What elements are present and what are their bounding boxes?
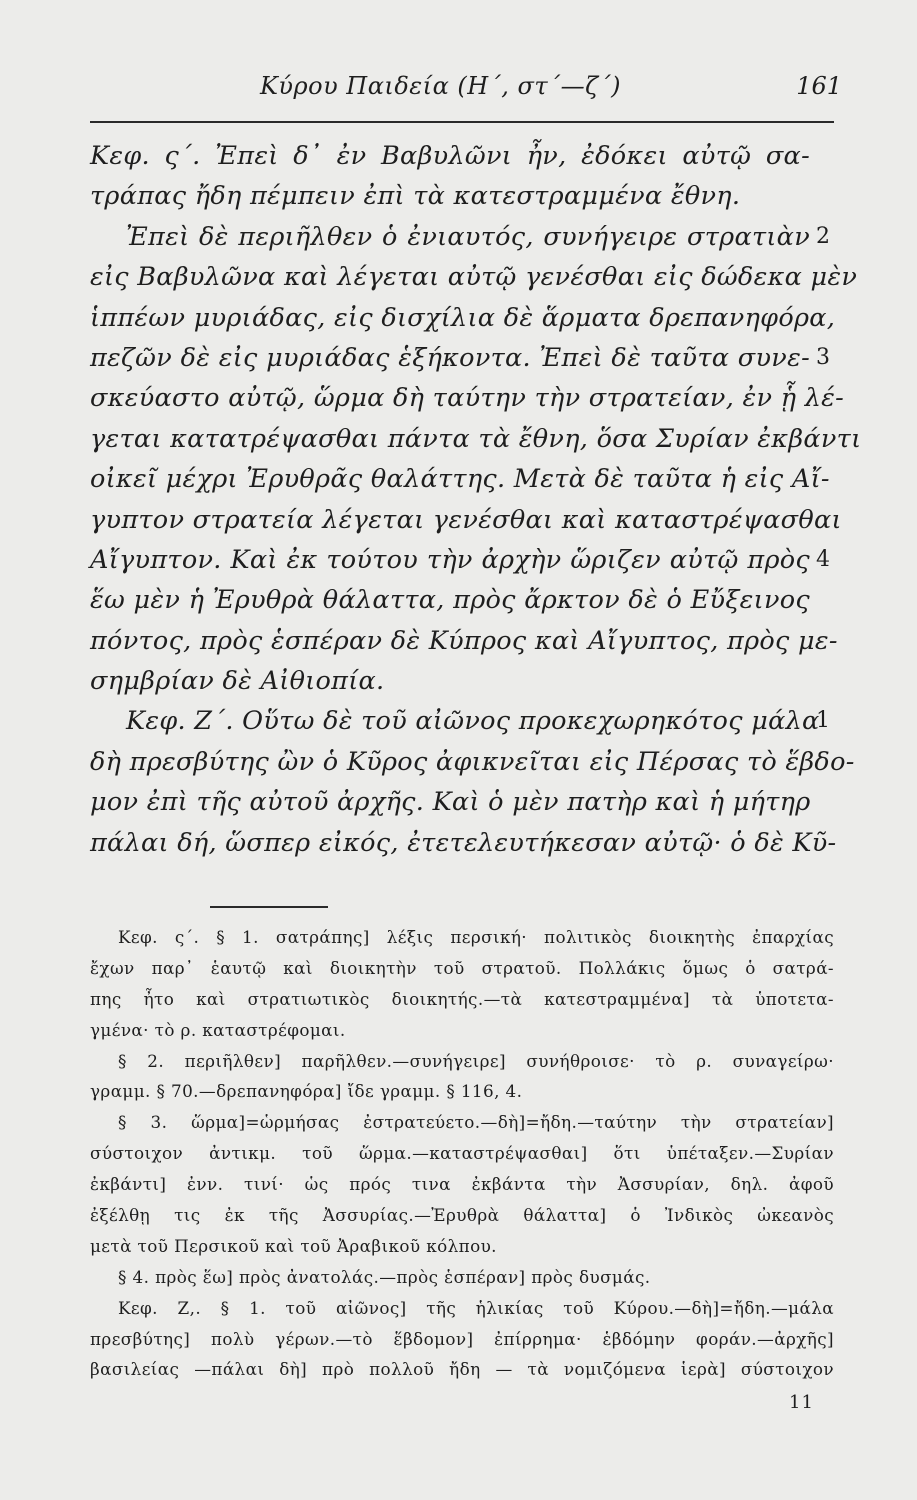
- text-line: Αἴγυπτον. Καὶ ἐκ τούτου τὴν ἀρχὴν ὥριζεν αὐτῷ πρὸς 4: [90, 540, 834, 580]
- text-line: μον ἐπὶ τῆς αὐτοῦ ἀρχῆς. Καὶ ὁ μὲν πατὴρ καὶ ἡ μήτηρ: [90, 787, 811, 818]
- section-number: 4: [816, 546, 831, 572]
- section-number: 2: [816, 223, 831, 249]
- text-line: Ἐπεὶ δὲ περιῆλθεν ὁ ἐνιαυτός, συνήγειρε στρατιὰν 2: [90, 217, 834, 257]
- running-header: [90, 68, 850, 108]
- footnote-line: γραμμ. § 70.—δρεπανηφόρα] ἴδε γραμμ. § 116, 4.: [90, 1081, 523, 1102]
- text-line: ἱππέων μυριάδας, εἰς δισχίλια δὲ ἅρματα δρεπανηφόρα,: [90, 302, 836, 333]
- footnote-line: σύστοιχον ἀντικμ. τοῦ ὥρμα.—καταστρέψασθαι] ὅτι ὑπέταξεν.—Συρίαν: [90, 1143, 834, 1164]
- footnote-line: μετὰ τοῦ Περσικοῦ καὶ τοῦ Ἀραβικοῦ κόλπου.: [90, 1235, 497, 1256]
- footnote-line: ἔχων παρ᾽ ἑαυτῷ καὶ διοικητὴν τοῦ στρατοῦ. Πολλάκις ὅμως ὁ σατρά-: [90, 957, 834, 978]
- text-line: δὴ πρεσβύτης ὢν ὁ Κῦρος ἀφικνεῖται εἰς Πέρσας τὸ ἕβδο-: [90, 746, 855, 777]
- footnote-line: πης ἦτο καὶ στρατιωτικὸς διοικητής.—τὰ κατεστραμμένα] τὰ ὑποτετα-: [90, 988, 834, 1009]
- section-number: 1: [816, 708, 831, 734]
- section-number: 3: [816, 344, 831, 370]
- text-line: εἰς Βαβυλῶνα καὶ λέγεται αὐτῷ γενέσθαι εἰς δώδεκα μὲν: [90, 262, 858, 293]
- text-line: Κεφ. ς΄. Ἐπεὶ δ᾽ ἐν Βαβυλῶνι ἦν, ἐδόκει αὐτῷ σα-: [90, 141, 810, 171]
- footnote-line: § 2. περιῆλθεν] παρῆλθεν.—συνήγειρε] συνήθροισε· τὸ ρ. συναγείρω·: [118, 1050, 834, 1071]
- text-line: γεται κατατρέψασθαι πάντα τὰ ἔθνη, ὅσα Συρίαν ἐκβάντι: [90, 423, 862, 454]
- header-rule: [90, 121, 834, 123]
- footnote-rule: [210, 906, 328, 908]
- main-text: [90, 136, 862, 863]
- footnote-line: Κεφ. Ζ,. § 1. τοῦ αἰῶνος] τῆς ἡλικίας τοῦ Κύρου.—δὴ]=ἤδη.—μάλα: [118, 1297, 834, 1318]
- footnote-line: ἐκβάντι] ἐνν. τινί· ὡς πρός τινα ἐκβάντα τὴν Ἀσσυρίαν, δηλ. ἀφοῦ: [90, 1174, 834, 1195]
- text-line: σημβρίαν δὲ Αἰθιοπία.: [90, 666, 385, 697]
- footnotes: [90, 922, 834, 1385]
- footnote-line: § 3. ὥρμα]=ὡρμήσας ἐστρατεύετο.—δὴ]=ἤδη.—ταύτην τὴν στρατείαν]: [118, 1112, 834, 1133]
- header-title: Κύρου Παιδεία (Η΄, στ΄—ζ΄): [260, 72, 621, 100]
- text-line: σκεύαστο αὐτῷ, ὥρμα δὴ ταύτην τὴν στρατείαν, ἐν ᾗ λέ-: [90, 383, 845, 414]
- text-line: πεζῶν δὲ εἰς μυριάδας ἑξήκοντα. Ἐπεὶ δὲ ταῦτα συνε- 3: [90, 338, 834, 378]
- page-number: 161: [796, 72, 842, 100]
- text-line: γυπτον στρατεία λέγεται γενέσθαι καὶ καταστρέψασθαι: [90, 504, 842, 535]
- signature-mark: 11: [789, 1392, 814, 1413]
- footnote-line: γμένα· τὸ ρ. καταστρέφομαι.: [90, 1019, 346, 1040]
- text-line: τράπας ἤδη πέμπειν ἐπὶ τὰ κατεστραμμένα ἔθνη.: [90, 181, 741, 212]
- text-line: Κεφ. Ζ΄. Οὕτω δὲ τοῦ αἰῶνος προκεχωρηκότος μάλα 1: [90, 701, 834, 741]
- footnote-line: πρεσβύτης] πολὺ γέρων.—τὸ ἕβδομον] ἐπίρρημα· ἑβδόμην φοράν.—ἀρχῆς]: [90, 1328, 834, 1349]
- text-line: πόντος, πρὸς ἑσπέραν δὲ Κύπρος καὶ Αἴγυπτος, πρὸς με-: [90, 625, 838, 656]
- footnote-line: Κεφ. ς΄. § 1. σατράπης] λέξις περσική· πολιτικὸς διοικητὴς ἐπαρχίας: [118, 927, 834, 947]
- text-line: ἕω μὲν ἡ Ἐρυθρὰ θάλαττα, πρὸς ἄρκτον δὲ ὁ Εὔξεινος: [90, 585, 810, 616]
- text-line: οἰκεῖ μέχρι Ἐρυθρᾶς θαλάττης. Μετὰ δὲ ταῦτα ἡ εἰς Αἴ-: [90, 464, 830, 495]
- footnote-line: βασιλείας —πάλαι δὴ] πρὸ πολλοῦ ἤδη — τὰ νομιζόμενα ἱερὰ] σύστοιχον: [90, 1359, 834, 1380]
- footnote-line: § 4. πρὸς ἕω] πρὸς ἀνατολάς.—πρὸς ἑσπέραν] πρὸς δυσμάς.: [118, 1266, 651, 1287]
- text-line: πάλαι δή, ὥσπερ εἰκός, ἐτετελευτήκεσαν αὐτῷ· ὁ δὲ Κῦ-: [90, 827, 837, 858]
- footnote-line: ἐξέλθῃ τις ἐκ τῆς Ἀσσυρίας.—Ἐρυθρὰ θάλαττα] ὁ Ἰνδικὸς ὠκεανὸς: [90, 1205, 834, 1226]
